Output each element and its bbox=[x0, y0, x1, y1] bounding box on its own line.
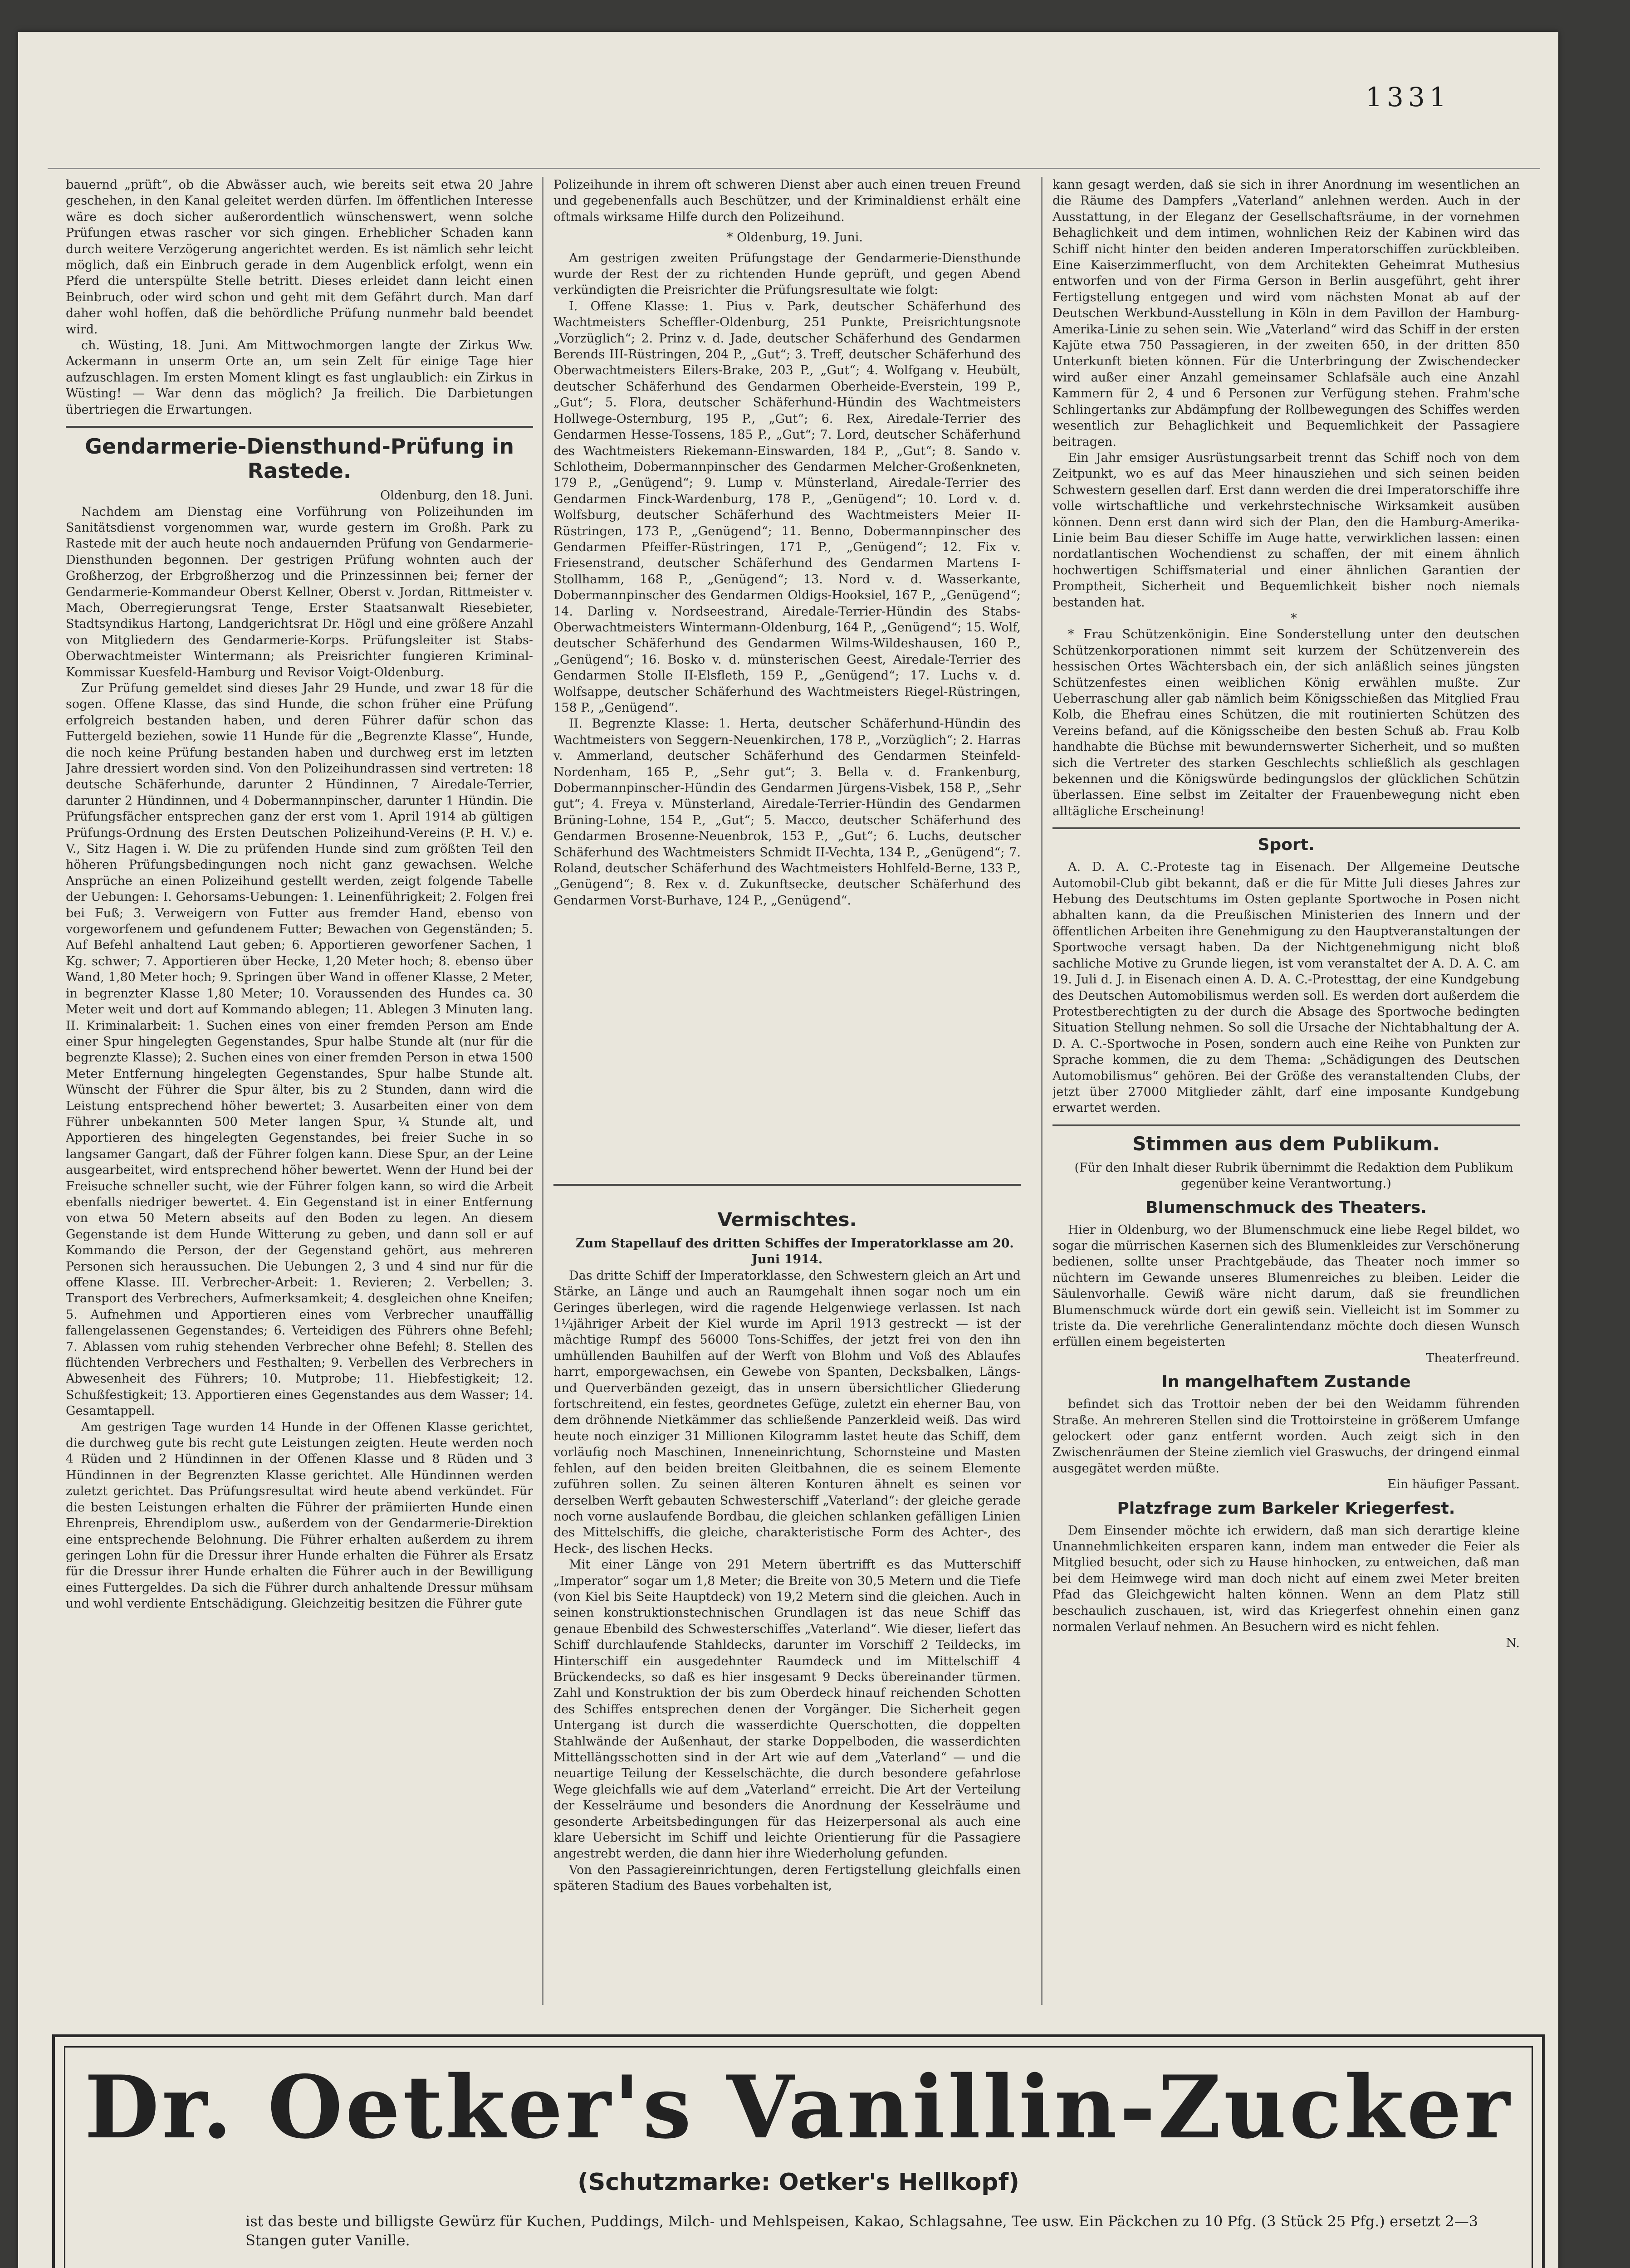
article-text: bauernd „prüft“, ob die Abwässer auch, wie bereits seit etwa 20 Jahre geschehen, in den Kanal geleitet werden dürfen. Im öffentlichen Interesse wäre es doch sicher außerordentlich wünschenswert, wenn solche Prüfungen etwas rascher vor sich gingen. Erheblicher Schaden kann durch weitere Verzögerung angerichtet werden. Es ist nämlich sehr leicht möglich, daß ein Einbruch gerade in dem Augenblick erfolgt, wenn ein Pferd die unterspülte Stelle betritt. Dieses erleidet dann leicht einen Beinbruch, oder wird schon und geht mit dem Gefährt durch. Man darf daher wohl hoffen, daß die behördliche Prüfung nunmehr bald beendet wird. bbox=[66, 178, 533, 337]
column-2-vermischtes bbox=[553, 1202, 1021, 2000]
article-text: ch. Wüsting, 18. Juni. Am Mittwochmorgen langte der Zirkus Ww. Ackermann in unserm Orte an, um sein Zelt für einige Tage hier aufzuschlagen. Im ersten Moment klingt es fast unglaublich: ein Zirkus in Wüsting! — War denn das möglich? Ja freilich. Die Darbietungen übertriegen die Erwartungen. bbox=[66, 338, 533, 417]
divider bbox=[1052, 827, 1520, 829]
article-text: Dem Einsender möchte ich erwidern, daß man sich derartige kleine Unannehmlichkeiten ersparen kann, indem man entweder die Feier als Mitglied besucht, oder sich zu Hause hinhocken, zu entweichen, daß man bei dem Heimwege wird man doch nicht auf einem zwei Meter breiten Pfad das Gleichgewicht halten können. Wenn an dem Platz still beschaulich zuschauen, ist, wird das Kriegerfest ohnehin einen ganz normalen Verlauf nehmen. An Besuchern wird es nicht fehlen. bbox=[1052, 1523, 1520, 1634]
separator-star: * bbox=[1291, 611, 1297, 626]
divider bbox=[1052, 1124, 1520, 1126]
article-text: Am gestrigen Tage wurden 14 Hunde in der Offenen Klasse gerichtet, die durchweg gute bis recht gute Leistungen zeigten. Heute werden noch 4 Rüden und 2 Hündinnen in der Offenen Klasse und 8 Rüden und 3 Hündinnen in der Begrenzten Klasse gerichtet. Alle Hündinnen werden zuletzt gerichtet. Das Prüfungsresultat wird heute abend verkündet. Für die besten Leistungen erhalten die Führer der prämiierten Hunde einen Ehrenpreis, Ehrendiplom usw., außerdem von der Gendarmerie-Direktion eine entsprechende Belohnung. Die Führer erhalten außerdem zu ihrem geringen Lohn für die Dressur ihrer Hunde erhalten die Führer als Ersatz für die Dressur ihrer Hunde erhalten die Führer auch in der Bewilligung eines Futtergeldes. Da sich die Führer durch anhaltende Dressur mühsam und wohl verdiente Entschädigung. Gleichzeitig besitzen die Führer gute bbox=[66, 1420, 533, 1611]
top-rule bbox=[48, 168, 1540, 169]
article-text: Nachdem am Dienstag eine Vorführung von Polizeihunden im Sanitätsdienst vorgenommen war, wurde gestern im Großh. Park zu Rastede mit der auch heute noch andauernden Prüfung von Gendarmerie-Diensthunden begonnen. Der gestrigen Prüfung wohnten auch der Großherzog, der Erbgroßherzog und die Prinzessinnen bei; ferner der Gendarmerie-Kommandeur Oberst Kellner, Oberst v. Jordan, Rittmeister v. Mach, Oberregierungsrat Tenge, Erster Staatsanwalt Riesebieter, Stadtsyndikus Hartong, Landgerichtsrat Dr. Högl und eine größere Anzahl von Mitgliedern des Gendarmerie-Korps. Prüfungsleiter ist Stabs-Oberwachtmeister Wintermann; als Preisrichter fungieren Kriminal-Kommissar Kuesfeld-Hamburg und Revisor Voigt-Oldenburg. bbox=[66, 504, 533, 679]
section-divider bbox=[553, 1184, 1021, 1186]
newspaper-page bbox=[18, 32, 1558, 2268]
results-list: II. Begrenzte Klasse: 1. Herta, deutscher Schäferhund-Hündin des Wachtmeisters von Seggern-Neuenkirchen, 178 P., „Vorzüglich“; 2. Harras v. Ammerland, deutscher Schäferhund des Gendarmen Steinfeld-Nordenham, 165 P., „Sehr gut“; 3. Bella v. d. Frankenburg, Dobermannpinscher-Hündin des Gendarmen Jürgens-Visbek, 158 P., „Sehr gut“; 4. Freya v. Münsterland, Airedale-Terrier-Hündin des Gendarmen Brüning-Lohne, 154 P., „Gut“; 5. Macco, deutscher Schäferhund des Gendarmen Brosenne-Neuenbrok, 153 P., „Gut“; 6. Luchs, deutscher Schäferhund des Wachtmeisters Schmidt II-Vechta, 134 P., „Genügend“; 7. Roland, deutscher Schäferhund des Wachtmeisters Hohlfeld-Berne, 133 P., „Genügend“; 8. Rex v. d. Zukunftsecke, deutscher Schäferhund des Gendarmen Vorst-Burhave, 124 P., „Genügend“. bbox=[553, 717, 1021, 908]
article-text: Das dritte Schiff der Imperatorklasse, den Schwestern gleich an Art und Stärke, an Länge und auch an Raumgehalt ihnen sogar noch um ein Geringes überlegen, wird die ragende Helgenwiege verlassen. Ist nach 1¼jähriger Arbeit der Kiel wurde im April 1913 gestreckt — ist der mächtige Rumpf des 56000 Tons-Schiffes, der jetzt frei von den ihn umhüllenden Bauhilfen auf der Werft von Blohm und Voß des Ablaufes harrt, emporgewachsen, ein Gewebe von Spanten, Decksbalken, Längs- und Querverbänden gezeigt, das in unsern übersichtlicher Gliederung fortschreitend, ein festes, geordnetes Gefüge, zuletzt ein eherner Bau, von dem dröhnende Nietkämmer das schließende Panzerkleid weiß. Das wird heute noch einziger 31 Millionen Kilogramm lastet heute das Schiff, dem vorläufig noch Maschinen, Inneneinrichtung, Schornsteine und Masten fehlen, auf den beiden breiten Gleitbahnen, die es seinem Elemente zuführen sollen. Zu seinen älteren Konturen ähnelt es seinen vor derselben Werft gebauten Schwesterschiff „Vaterland“: der gleiche gerade noch vorne auslaufende Bordbau, die gleichen schlanken gefälligen Linien des Mittelschiffs, die gleiche, charakteristische Form des Achter-, des Heck-, des lischen Hecks. bbox=[553, 1268, 1021, 1556]
article-text: befindet sich das Trottoir neben der bei den Weidamm führenden Straße. An mehreren Stellen sind die Trottoirsteine in größerem Umfange gelockert oder ganz entfernt worden. Auch zeigt sich in den Zwischenräumen der Steine ziemlich viel Graswuchs, der dringend einmal ausgegätet werden müßte. bbox=[1052, 1397, 1520, 1476]
article-heading: Gendarmerie-Diensthund-Prüfung in Rastede. bbox=[85, 434, 514, 484]
dateline: * Oldenburg, 19. Juni. bbox=[727, 230, 863, 245]
article-text: Ein Jahr emsiger Ausrüstungsarbeit trennt das Schiff noch von dem Zeitpunkt, wo es auf das Meer hinausziehen und sich seinen beiden Schwestern gesellen darf. Erst dann werden die drei Imperatorschiffe ihre volle wirtschaftliche und verkehrstechnische Wirksamkeit ausüben können. Denn erst dann wird sich der Plan, den die Hamburg-Amerika-Linie beim Bau dieser Schiffe im Auge hatte, verwirklichen lassen: einen nordatlantischen Wochendienst zu schaffen, der mit einem ähnlich hochwertigen Schiffsmaterial und einer ähnlichen Garantien der Promptheit, Sicherheit und Bequemlichkeit bisher noch niemals bestanden hat. bbox=[1052, 450, 1520, 610]
section-heading: Vermischtes. bbox=[717, 1208, 857, 1231]
column-3 bbox=[1052, 177, 1520, 1998]
signature: Theaterfreund. bbox=[1426, 1351, 1520, 1365]
column-1 bbox=[66, 177, 533, 1998]
article-subheading: Zum Stapellauf des dritten Schiffes der Imperatorklasse am 20. Juni 1914. bbox=[576, 1237, 1014, 1267]
results-list: I. Offene Klasse: 1. Pius v. Park, deutscher Schäferhund des Wachtmeisters Scheffler-Oldenburg, 251 Punkte, Preisrichtungsnote „Vorzüglich“; 2. Prinz v. d. Jade, deutscher Schäferhund des Gendarmen Berends III-Rüstringen, 204 P., „Gut“; 3. Treff, deutscher Schäferhund des Oberwachtmeisters Eilers-Brake, 203 P., „Gut“; 4. Wolfgang v. Heubült, deutscher Schäferhund des Gendarmen Oberheide-Everstein, 199 P., „Gut“; 5. Flora, deutscher Schäferhund-Hündin des Wachtmeisters Hollwege-Osternburg, 195 P., „Gut“; 6. Rex, Airedale-Terrier des Gendarmen Hesse-Tossens, 185 P., „Gut“; 7. Lord, deutscher Schäferhund des Wachtmeisters Riekemann-Einswarden, 184 P., „Gut“; 8. Sando v. Schlotheim, Dobermannpinscher des Gendarmen Melcher-Großenkneten, 179 P., „Genügend“; 9. Lump v. Münsterland, Airedale-Terrier des Gendarmen Finck-Wardenburg, 178 P., „Genügend“; 10. Lord v. d. Wolfsburg, deutscher Schäferhund des Wachtmeisters Meier II-Rüstringen, 173 P., „Genügend“; 11. Benno, Dobermannpinscher des Gendarmen Pfeiffer-Rüstringen, 171 P., „Genügend“; 12. Fix v. Friesenstrand, deutscher Schäferhund des Gendarmen Martens I-Stollhamm, 168 P., „Genügend“; 13. Nord v. d. Wasserkante, Dobermannpinscher des Gendarmen Oldigs-Hooksiel, 167 P., „Genügend“; 14. Darling v. Nordseestrand, Airedale-Terrier-Hündin des Stabs-Oberwachtmeisters Wintermann-Oldenburg, 164 P., „Genügend“; 15. Wolf, deutscher Schäferhund des Gendarmen Wilms-Wildeshausen, 160 P., „Genügend“; 16. Bosko v. d. münsterischen Geest, Airedale-Terrier des Gendarmen Stolle II-Elsfleth, 159 P., „Genügend“; 17. Luchs v. d. Wolfsappe, deutscher Schäferhund des Wachtmeisters Riegel-Rüstringen, 158 P., „Genügend“. bbox=[553, 299, 1021, 715]
article-text: * Frau Schützenkönigin. Eine Sonderstellung unter den deutschen Schützenkorporationen nimmt seit kurzem der Schützenverein des hessischen Ortes Wächtersbach ein, der sich anläßlich seines jüngsten Schützenfestes einen weiblichen König erwählen mußte. Zur Ueberraschung aller gab nämlich beim Königsschießen das Mitglied Frau Kolb, die Ehefrau eines Schützen, die mit routinierten Schützen des Vereins befand, auf die Königsscheibe den besten Schuß ab. Frau Kolb handhabte die Büchse mit bewundernswerter Sicherheit, und so mußten sich die Vertreter des starken Geschlechts schließlich als geschlagen bekennen und die Königswürde bedingungslos der glücklichen Schützin überlassen. Eine selbst im Zeitalter der Frauenbewegung nicht eben alltägliche Erscheinung! bbox=[1052, 627, 1520, 818]
column-2 bbox=[553, 177, 1021, 1173]
section-heading: Stimmen aus dem Publikum. bbox=[1132, 1132, 1440, 1155]
editorial-note: (Für den Inhalt dieser Rubrik übernimmt die Redaktion dem Publikum gegenüber keine Verantwortung.) bbox=[1074, 1160, 1513, 1191]
article-text: Polizeihunde in ihrem oft schweren Dienst aber auch einen treuen Freund und gegebenenfalls auch Beschützer, und der Kriminaldienst erhält eine oftmals wirksame Hilfe durch den Polizeihund. bbox=[553, 178, 1021, 224]
column-rule bbox=[1041, 177, 1043, 2005]
article-text: Zur Prüfung gemeldet sind dieses Jahr 29 Hunde, und zwar 18 für die sogen. Offene Klasse, das sind Hunde, die schon früher eine Prüfung erfolgreich bestanden haben, und deren Führer dafür schon das Futtergeld beziehen, sowie 11 Hunde für die „Begrenzte Klasse“, Hunde, die noch keine Prüfung bestanden haben und durchweg erst im letzten Jahre dressiert worden sind. Von den Polizeihundrassen sind vertreten: 18 deutsche Schäferhunde, darunter 2 Hündinnen, 7 Airedale-Terrier, darunter 2 Hündinnen, und 4 Dobermannpinscher, darunter 1 Hündin. Die Prüfungsfächer entsprechen ganz der erst vom 1. April 1914 ab gültigen Prüfungs-Ordnung des Ersten Deutschen Polizeihund-Vereins (P. H. V.) e. V., Sitz Hagen i. W. Die zu prüfenden Hunde sind zum größten Teil den höheren Prüfungsbedingungen noch nicht ganz gewachsen. Welche Ansprüche an einen Polizeihund gestellt werden, zeigt folgende Tabelle der Uebungen: I. Gehorsams-Uebungen: 1. Leinenführigkeit; 2. Folgen frei bei Fuß; 3. Verweigern von Futter aus fremder Hand, ebenso von vorgeworfenem und gefundenem Futter; Bewachen von Gegenständen; 5. Auf Befehl anhaltend Laut geben; 6. Apportieren geworfener Sachen, 1 Kg. schwer; 7. Apportieren über Hecke, 1,20 Meter hoch; 8. ebenso über Wand, 1,80 Meter hoch; 9. Springen über Wand in offener Klasse, 2 Meter, in begrenzter Klasse 1,80 Meter; 10. Voraussenden des Hundes ca. 30 Meter weit und dort auf Kommando ablegen; 11. Ablegen 3 Minuten lang. II. Kriminalarbeit: 1. Suchen eines von einer fremden Person am Ende einer Spur hingelegten Gegenstandes, Spur halbe Stunde alt (nur für die begrenzte Klasse); 2. Suchen eines von einer fremden Person in etwa 1500 Meter Entfernung hingelegten Gegenstandes, Spur halbe Stunde alt. Wünscht der Führer die Spur älter, bis zu 2 Stunden, dann wird die Leistung entsprechend höher bewertet; 3. Ausarbeiten einer von dem Führer unbekannten 500 Meter langen Spur, ¼ Stunde alt, und Apportieren des hingelegten Gegenstandes, bei freier Suche in so langsamer Gangart, daß der Führer folgen kann. Diese Spur, an der Leine ausgearbeitet, wird entsprechend höher bewertet. Wenn der Hund bei der Freisuche schneller sucht, wie der Führer folgen kann, so wird die Arbeit ebenfalls niedriger bewertet. 4. Ein Gegenstand ist in einer Entfernung von etwa 50 Metern abseits auf den Boden zu legen. An diesem Gegenstande ist dem Hunde Witterung zu geben, und dann soll er auf Kommando die Person, der der Gegenstand gehört, aus mehreren Personen sich heraussuchen. Die Uebungen 2, 3 und 4 sind nur für die offene Klasse. III. Verbrecher-Arbeit: 1. Revieren; 2. Verbellen; 3. Transport des Verbrechers, Aufmerksamkeit; 4. desgleichen ohne Kneifen; 5. Aufnehmen und Apportieren eines vom Verbrecher unauffällig fallengelassenen Gegenstandes; 6. Verteidigen des Führers ohne Befehl; 7. Ablassen vom ruhig stehenden Verbrecher ohne Befehl; 8. Stellen des flüchtenden Verbrechers und Festhalten; 9. Verbellen des Verbrechers in Abwesenheit des Führers; 10. Mutprobe; 11. Hiebfestigkeit; 12. Schußfestigkeit; 13. Apportieren eines Gegenstandes aus dem Wasser; 14. Gesamtappell. bbox=[66, 681, 533, 1418]
signature: Ein häufiger Passant. bbox=[1387, 1477, 1520, 1492]
ad-title: Dr. Oetker's Vanillin-Zucker bbox=[84, 2057, 1513, 2158]
ad-body: ist das beste und billigste Gewürz für Kuchen, Puddings, Milch- und Mehlspeisen, Kakao, Schlagsahne, Tee usw. Ein Päckchen zu 10 Pfg. (3 Stück 25 Pfg.) ersetzt 2—3 Stangen guter Vanille. bbox=[245, 2213, 1478, 2249]
divider bbox=[66, 426, 533, 428]
article-text: Von den Passagiereinrichtungen, deren Fertigstellung gleichfalls einen späteren Stadium des Baues vorbehalten ist, bbox=[553, 1862, 1021, 1893]
article-text: Am gestrigen zweiten Prüfungstage der Gendarmerie-Diensthunde wurde der Rest der zu richtenden Hunde geprüft, und gegen Abend verkündigten die Preisrichter die Prüfungsresultate wie folgt: bbox=[553, 251, 1021, 298]
article-text: kann gesagt werden, daß sie sich in ihrer Anordnung im wesentlichen an die Räume des Dampfers „Vaterland“ anlehnen werden. Auch in der Ausstattung, in der Eleganz der Gesellschaftsräume, in der vornehmen Behaglichkeit und dem intimen, wohnlichen Reiz der Kabinen wird das Schiff nicht hinter den beiden anderen Imperatorschiffen zurückbleiben. Eine Kaiserzimmerflucht, von dem Architekten Geheimrat Muthesius entworfen und von der Firma Gerson in Berlin ausgeführt, geht ihrer Fertigstellung entgegen und wird vom nächsten Monat ab auf der Deutschen Werkbund-Ausstellung in Köln in dem Pavillon der Hamburg-Amerika-Linie zu sehen sein. Wie „Vaterland“ wird das Schiff in der ersten Kajüte etwa 750 Passagieren, in der zweiten 650, in der dritten 850 Unterkunft bieten können. Für die Unterbringung der Zwischendecker wird außer einer Anzahl gemeinsamer Schlafsäle auch eine Anzahl Kammern für 2, 4 und 6 Personen zur Verfügung stehen. Frahm'sche Schlingertanks zur Abdämpfung der Rollbewegungen des Schiffes werden wesentlich zur Behaglichkeit und Bequemlichkeit der Passagiere beitragen. bbox=[1052, 178, 1520, 449]
article-text: A. D. A. C.-Proteste tag in Eisenach. Der Allgemeine Deutsche Automobil-Club gibt bekannt, daß er die für Mitte Juli dieses Jahres zur Hebung des Deutschtums im Osten geplante Sportwoche in Posen nicht abhalten kann, da die Preußischen Ministerien des Innern und der öffentlichen Arbeiten ihre Genehmigung zu den Hauptveranstaltungen der Sportwoche versagt haben. Da der Nichtgenehmigung nicht bloß sachliche Motive zu Grunde liegen, ist vom veranstaltet der A. D. A. C. am 19. Juli d. J. in Eisenach einen A. D. A. C.-Protesttag, der eine Kundgebung des Deutschen Automobilismus werden soll. Es werden dort außerdem die Protestberechtigten zu der durch die Absage des Sportwoche bedingten Situation Stellung nehmen. So soll die Ursache der Nichtabhaltung der A. D. A. C.-Sportwoche in Posen, sondern auch eine Reihe von Punkten zur Sprache kommen, die zu dem Thema: „Schädigungen des Deutschen Automobilismus“ gehören. Bei der Größe des veranstaltenden Clubs, der jetzt über 27000 Mitglieder zählt, darf eine imposante Kundgebung erwartet werden. bbox=[1052, 860, 1520, 1115]
oetker-advertisement bbox=[52, 2034, 1545, 2268]
ad-subtitle: (Schutzmarke: Oetker's Hellkopf) bbox=[578, 2169, 1019, 2196]
page-number: 1331 bbox=[1366, 82, 1451, 112]
article-heading: Platzfrage zum Barkeler Kriegerfest. bbox=[1117, 1499, 1455, 1518]
article-heading: In mangelhaftem Zustande bbox=[1161, 1373, 1411, 1392]
article-text: Hier in Oldenburg, wo der Blumenschmuck eine liebe Regel bildet, wo sogar die mürrischen Kasernen sich des Blumenkleides zur Verschönerung bedienen, sollte unser Prachtgebäude, das Theater noch immer so nüchtern im Gewande unseres Blumenreiches zu bleiben. Leider die Säulenvorhalle. Gewiß wäre nicht darum, daß sie freundlichen Blumenschmuck würde dort ein gewiß sein. Vielleicht ist im Sommer zu triste da. Die verehrliche Generalintendanz möchte doch diesen Wunsch erfüllen einem begeisterten bbox=[1052, 1222, 1520, 1349]
article-text: Mit einer Länge von 291 Metern übertrifft es das Mutterschiff „Imperator“ sogar um 1,8 Meter; die Breite von 30,5 Metern und die Tiefe (von Kiel bis Seite Hauptdeck) von 19,2 Metern sind die gleichen. Auch in seinen konstruktionstechnischen Grundlagen ist das neue Schiff das genaue Ebenbild des Schwesterschiffes „Vaterland“. Wie dieser, liefert das Schiff durchlaufende Stahldecks, darunter im Vorschiff 2 Teildecks, im Hinterschiff ein ausgedehnter Raumdeck und im Mittelschiff 4 Brückendecks, so daß es hier insgesamt 9 Decks übereinander türmen. Zahl und Konstruktion der bis zum Oberdeck hinauf reichenden Schotten des Schiffes entsprechen denen der Vorgänger. Die Sicherheit gegen Untergang ist durch die wasserdichte Querschotten, die doppelten Stahlwände der Außenhaut, der starke Doppelboden, die wasserdichten Mittellängsschotten sind in der Art wie auf dem „Vaterland“ — und die neuartige Teilung der Kesselschächte, die durch besondere gefahrlose Wege gleichfalls wie auf dem „Vaterland“ erreicht. Die Art der Verteilung der Kesselräume und besonders die Anordnung der Kesselräume und gesonderte Arbeitsbedingungen für das Heizerpersonal als auch eine klare Uebersicht im Schiff und leichte Orientierung für die Passagiere angestrebt werden, die dann hier ihre Wiederholung gefunden. bbox=[553, 1558, 1021, 1861]
section-heading: Sport. bbox=[1258, 836, 1315, 855]
column-rule bbox=[542, 177, 543, 2005]
dateline: Oldenburg, den 18. Juni. bbox=[380, 489, 533, 503]
article-heading: Blumenschmuck des Theaters. bbox=[1145, 1198, 1427, 1217]
signature: N. bbox=[1506, 1636, 1520, 1650]
